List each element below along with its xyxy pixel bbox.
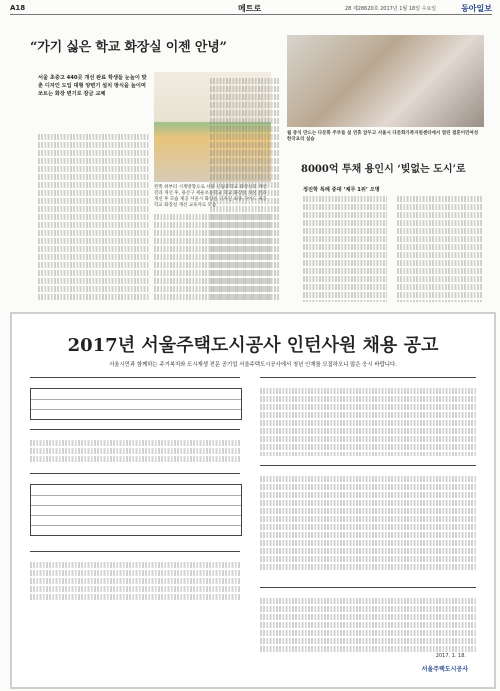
ad-subtitle: 서울시민과 함께하는 주거복지와 도시재생 전문 공기업 서울주택도시공사에서 청년 인재를 모집하오니 많은 응시 바랍니다.: [109, 362, 397, 368]
ad-section-notes: [260, 587, 476, 658]
right-subheadline: 8000억 투채 용인시 ‘빚없는 도시’로: [301, 164, 466, 175]
ad-section-salary: [30, 429, 240, 464]
table-row: [31, 409, 241, 420]
left-article-text-column: [210, 78, 280, 302]
ad-table-recruitment: [30, 388, 242, 420]
salary-text: [30, 440, 240, 464]
notes-text: [260, 598, 476, 656]
right-text-column-2: [397, 196, 483, 302]
table-row: [31, 525, 241, 536]
right-text-column-1: [303, 196, 387, 302]
ad-section-apply: [30, 473, 240, 540]
process-text: [260, 476, 476, 572]
sh-logo: 서울주택도시공사: [421, 666, 468, 673]
recruitment-ad: [10, 312, 496, 689]
issue-date: 28 제28620호 2017년 1월 18일 수요일: [345, 6, 437, 12]
page-number: A18: [10, 4, 26, 12]
ad-section-recruitment: [30, 377, 240, 420]
ad-section-document: [30, 551, 240, 608]
page-header: [10, 2, 492, 15]
ad-table-apply: [30, 484, 242, 536]
ad-section-process: [260, 465, 476, 574]
left-text-column: [38, 134, 150, 302]
article-headline: “가기 싫은 학교 화장실 이젠 안녕”: [30, 40, 227, 55]
paper-logo: 동아일보: [461, 4, 492, 13]
cooking-photo-caption: 월 중식 만드는 다문화 주부들 설 연휴 앞두고 서울시 다문화가족지원센터에서 열린 결혼이민여성 한국요리 실습: [287, 131, 479, 142]
restroom-photo-caption: 왼쪽 위부터 시계방향으로 서울 신림중학교 화장실의 개선 전과 개선 후, 용산구 세운초등학교 학교 화장실 개선 전과 개선 후 모습 제공 서울시 화장실 디자인 최종 가이드 제공 학교 화장실 개선 교육자료 모습: [154, 185, 267, 208]
qualification-text: [260, 388, 476, 456]
right-byline: 정진학 특례 중대 ‘채무 1위’ 오명: [303, 187, 380, 193]
cooking-class-photo: [287, 35, 484, 127]
document-text: [30, 562, 240, 606]
article-deck: 서울 초중고 440곳 개선 완료 학생들 눈높이 맞춘 디자인 도입 대형 양변기 설치 방식을 높이며 쏘트는 화장 변기로 잠금 교체: [38, 75, 147, 97]
section-title: 메트로: [238, 4, 262, 13]
ad-footer-date: 2017. 1. 18.: [435, 653, 466, 659]
ad-title: 2017년 서울주택도시공사 인턴사원 채용 공고: [67, 335, 439, 356]
ad-content-grid: [30, 377, 476, 657]
ad-section-qualification: [260, 377, 476, 456]
